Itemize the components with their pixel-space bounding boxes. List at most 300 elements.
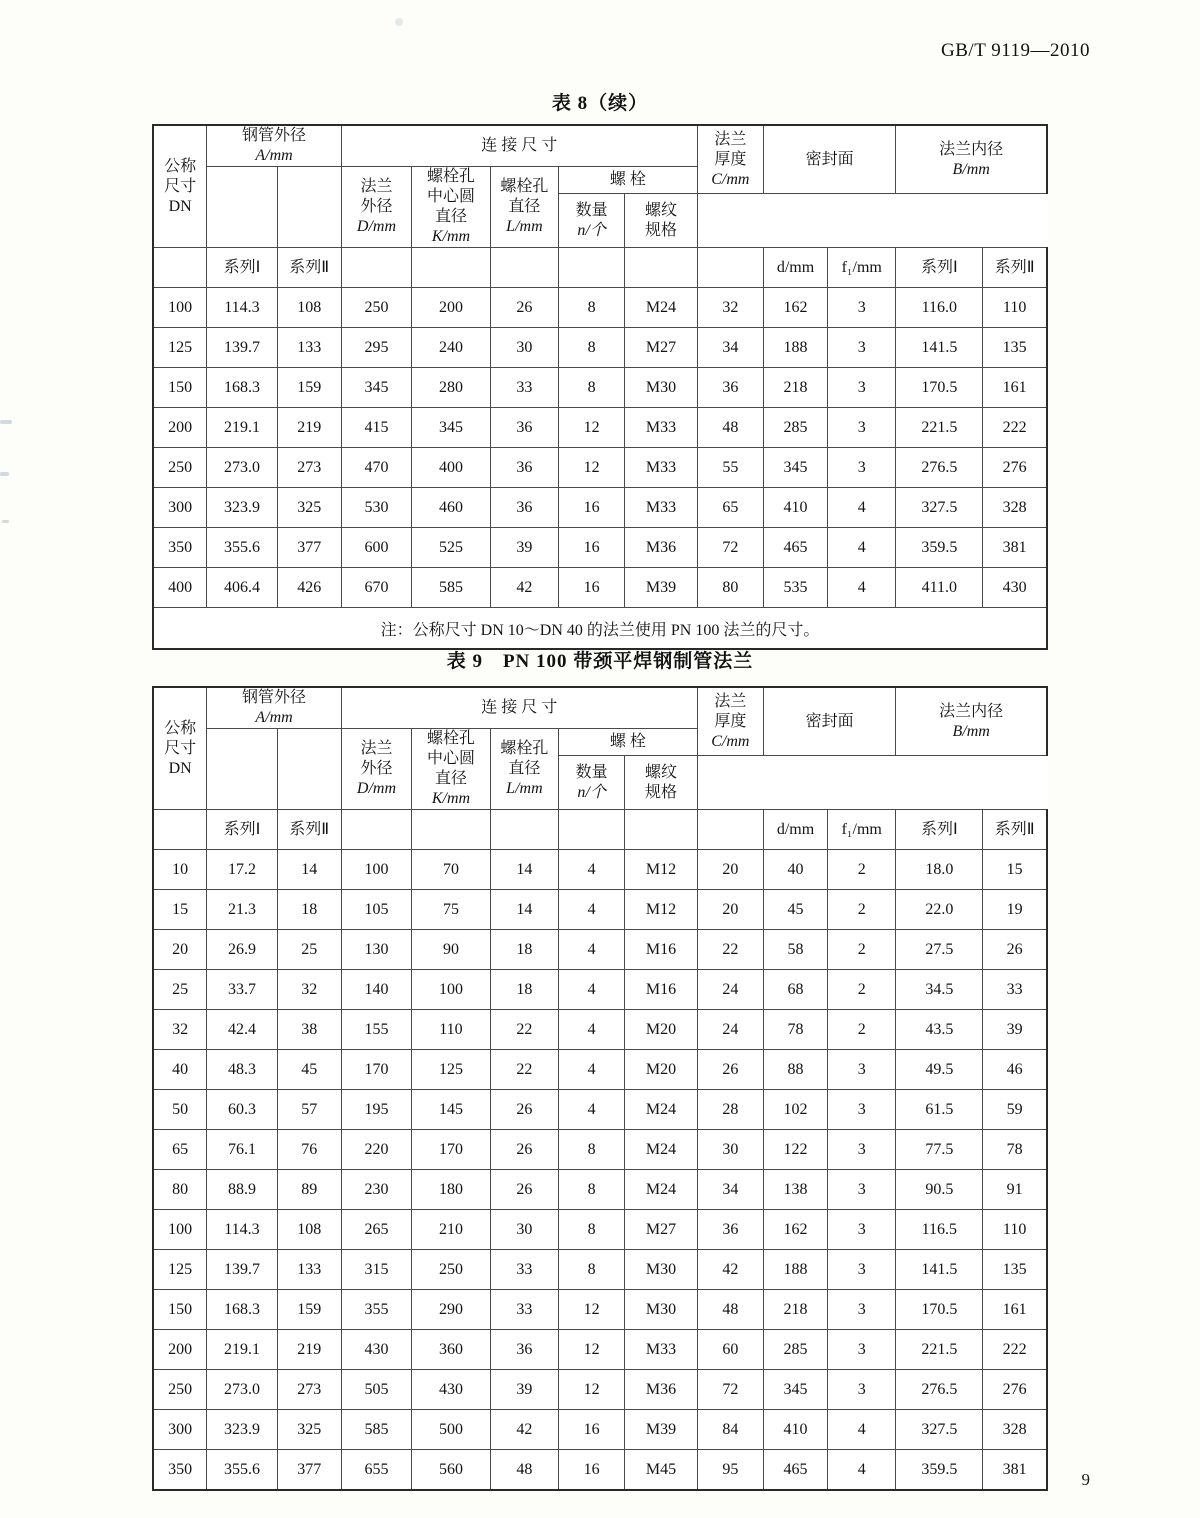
table-cell: 4	[828, 488, 896, 528]
table-cell: 60.3	[207, 1090, 277, 1130]
header-dn: 公称 尺寸 DN	[153, 125, 207, 248]
table-cell: 219	[277, 408, 341, 448]
header-thickness-unit	[697, 810, 763, 850]
header-flange-od-unit	[341, 810, 411, 850]
header-series2-a: 系列Ⅱ	[277, 810, 341, 850]
header-bolt-count: 数量 n/个	[559, 194, 625, 248]
table-cell: M12	[625, 890, 697, 930]
table-cell: 24	[697, 1010, 763, 1050]
table-cell: 68	[763, 970, 827, 1010]
table-cell: 170.5	[896, 368, 983, 408]
table-row	[153, 448, 1047, 488]
table-cell: 77.5	[896, 1130, 983, 1170]
table-cell: 8	[559, 1170, 625, 1210]
table-cell: 3	[828, 368, 896, 408]
table-cell: 95	[697, 1450, 763, 1491]
table-cell: 70	[412, 850, 491, 890]
table-cell: 22	[697, 930, 763, 970]
table-cell: 32	[697, 288, 763, 328]
table-cell: 3	[828, 1050, 896, 1090]
table-cell: 30	[490, 328, 558, 368]
table-row	[153, 1130, 1047, 1170]
table-cell: 15	[153, 890, 207, 930]
table-cell: M33	[625, 448, 697, 488]
header-bolt: 螺 栓	[559, 167, 698, 194]
table-cell: 33	[983, 970, 1047, 1010]
table-cell: 323.9	[207, 1410, 277, 1450]
table-cell: 500	[412, 1410, 491, 1450]
table-row	[153, 1210, 1047, 1250]
table-row	[153, 368, 1047, 408]
table-cell: 276	[983, 448, 1047, 488]
table-cell: 22.0	[896, 890, 983, 930]
table-cell: 141.5	[896, 328, 983, 368]
table-cell: 222	[983, 1330, 1047, 1370]
table-cell: 91	[983, 1170, 1047, 1210]
table-cell: 8	[559, 288, 625, 328]
table-cell: 2	[828, 1010, 896, 1050]
table-row	[153, 890, 1047, 930]
table-cell: 585	[412, 568, 491, 608]
table-cell: 400	[412, 448, 491, 488]
table-cell: 110	[983, 1210, 1047, 1250]
table-cell: 327.5	[896, 1410, 983, 1450]
header-pipe-od-series1	[207, 167, 277, 248]
header-bore: 法兰内径 B/mm	[896, 125, 1047, 194]
header-bolt-count-unit	[559, 248, 625, 288]
table-cell: 21.3	[207, 890, 277, 930]
table-cell: 34	[697, 1170, 763, 1210]
table-cell: 345	[763, 1370, 827, 1410]
header-bolt-hole-unit	[490, 248, 558, 288]
table-cell: M39	[625, 1410, 697, 1450]
table-cell: 26	[490, 1170, 558, 1210]
header-bolt-hole: 螺栓孔 直径 L/mm	[490, 729, 558, 810]
table-cell: 535	[763, 568, 827, 608]
table-cell: 12	[559, 1290, 625, 1330]
table-cell: M20	[625, 1050, 697, 1090]
table-cell: 150	[153, 368, 207, 408]
table-cell: 36	[490, 448, 558, 488]
header-series2-a: 系列Ⅱ	[277, 248, 341, 288]
table-cell: 78	[763, 1010, 827, 1050]
table-cell: 12	[559, 1370, 625, 1410]
table-cell: 50	[153, 1090, 207, 1130]
table-cell: 4	[559, 1010, 625, 1050]
table-cell: 410	[763, 488, 827, 528]
table-cell: 355	[341, 1290, 411, 1330]
table-cell: 22	[490, 1050, 558, 1090]
table-cell: 40	[153, 1050, 207, 1090]
table-cell: 222	[983, 408, 1047, 448]
table-cell: 16	[559, 488, 625, 528]
table-cell: 72	[697, 528, 763, 568]
table-cell: 65	[697, 488, 763, 528]
table-cell: 350	[153, 1450, 207, 1491]
table-cell: 168.3	[207, 368, 277, 408]
table-cell: 600	[341, 528, 411, 568]
table-cell: 139.7	[207, 1250, 277, 1290]
table-cell: 108	[277, 288, 341, 328]
table-cell: 38	[277, 1010, 341, 1050]
header-bolt-hole: 螺栓孔 直径 L/mm	[490, 167, 558, 248]
table-cell: 36	[697, 368, 763, 408]
table-cell: 80	[153, 1170, 207, 1210]
table-cell: 377	[277, 1450, 341, 1491]
table-cell: 170	[412, 1130, 491, 1170]
table-cell: 90	[412, 930, 491, 970]
table-cell: 76	[277, 1130, 341, 1170]
table-cell: 411.0	[896, 568, 983, 608]
table-cell: 162	[763, 288, 827, 328]
table-row	[153, 1170, 1047, 1210]
table-cell: 355.6	[207, 1450, 277, 1491]
table-cell: 100	[153, 288, 207, 328]
header-bolt-thread: 螺纹 规格	[625, 194, 697, 248]
table-cell: 125	[412, 1050, 491, 1090]
table-row	[153, 568, 1047, 608]
table-cell: 10	[153, 850, 207, 890]
table-cell: 14	[277, 850, 341, 890]
table-cell: M36	[625, 1370, 697, 1410]
table-cell: 65	[153, 1130, 207, 1170]
header-face-f1: f₁/mm	[828, 810, 896, 850]
table-cell: M30	[625, 1290, 697, 1330]
table-cell: 45	[763, 890, 827, 930]
table-cell: 276.5	[896, 448, 983, 488]
table-cell: 88	[763, 1050, 827, 1090]
table-cell: 59	[983, 1090, 1047, 1130]
table-cell: 3	[828, 1290, 896, 1330]
table-cell: 3	[828, 1210, 896, 1250]
table-cell: 39	[983, 1010, 1047, 1050]
table-cell: 34.5	[896, 970, 983, 1010]
table-cell: 48	[490, 1450, 558, 1491]
header-series1-a: 系列Ⅰ	[207, 810, 277, 850]
table-cell: 218	[763, 368, 827, 408]
table-row	[153, 528, 1047, 568]
table-cell: 4	[559, 850, 625, 890]
table-cell: M39	[625, 568, 697, 608]
table-cell: 426	[277, 568, 341, 608]
table-cell: 22	[490, 1010, 558, 1050]
table-cell: 2	[828, 890, 896, 930]
header-pipe-od-series2	[277, 729, 341, 810]
table-cell: 48.3	[207, 1050, 277, 1090]
table-cell: 273.0	[207, 448, 277, 488]
table-cell: 345	[412, 408, 491, 448]
header-thickness-unit	[697, 248, 763, 288]
header-bolt-thread: 螺纹 规格	[625, 756, 697, 810]
header-flange-od: 法兰 外径 D/mm	[341, 167, 411, 248]
table-cell: 12	[559, 408, 625, 448]
table-cell: 100	[412, 970, 491, 1010]
table-row	[153, 408, 1047, 448]
table-cell: 140	[341, 970, 411, 1010]
header-pipe-od-series2	[277, 167, 341, 248]
table-cell: 139.7	[207, 328, 277, 368]
header-face-d: d/mm	[763, 810, 827, 850]
table-cell: 130	[341, 930, 411, 970]
table-cell: M20	[625, 1010, 697, 1050]
table-cell: 26	[490, 1130, 558, 1170]
table8-body	[153, 288, 1047, 650]
table-row	[153, 1290, 1047, 1330]
header-connection: 连 接 尺 寸	[341, 687, 697, 729]
table-cell: 78	[983, 1130, 1047, 1170]
table8-header-row-1	[153, 125, 1047, 167]
table-row	[153, 1010, 1047, 1050]
table-cell: 145	[412, 1090, 491, 1130]
table-cell: 221.5	[896, 408, 983, 448]
table-cell: 180	[412, 1170, 491, 1210]
table-cell: 406.4	[207, 568, 277, 608]
table-cell: 39	[490, 528, 558, 568]
table-cell: M27	[625, 1210, 697, 1250]
table-cell: 159	[277, 1290, 341, 1330]
table-cell: 4	[559, 970, 625, 1010]
table-cell: 138	[763, 1170, 827, 1210]
table9-header-row-4	[153, 810, 1047, 850]
table-row	[153, 328, 1047, 368]
table-cell: 100	[341, 850, 411, 890]
table-cell: 3	[828, 448, 896, 488]
table-cell: 8	[559, 368, 625, 408]
table-cell: 46	[983, 1050, 1047, 1090]
table-cell: 355.6	[207, 528, 277, 568]
table-cell: 2	[828, 970, 896, 1010]
table-cell: M24	[625, 288, 697, 328]
table-cell: 72	[697, 1370, 763, 1410]
header-bolt-circle-unit	[412, 810, 491, 850]
header-pipe-od: 钢管外径 A/mm	[207, 125, 342, 167]
table-row	[153, 970, 1047, 1010]
table-cell: 18	[490, 970, 558, 1010]
header-series1-a: 系列Ⅰ	[207, 248, 277, 288]
table-cell: 220	[341, 1130, 411, 1170]
table-cell: 18.0	[896, 850, 983, 890]
table-cell: 42	[697, 1250, 763, 1290]
header-bore-series1: 系列Ⅰ	[896, 248, 983, 288]
table-cell: 40	[763, 850, 827, 890]
header-face-d: d/mm	[763, 248, 827, 288]
table-cell: 230	[341, 1170, 411, 1210]
table-cell: 290	[412, 1290, 491, 1330]
table-row	[153, 1050, 1047, 1090]
table-cell: 327.5	[896, 488, 983, 528]
table-cell: 60	[697, 1330, 763, 1370]
table-cell: 530	[341, 488, 411, 528]
table-row	[153, 488, 1047, 528]
table-cell: 168.3	[207, 1290, 277, 1330]
table-cell: 36	[697, 1210, 763, 1250]
table-cell: 61.5	[896, 1090, 983, 1130]
table-cell: 4	[828, 568, 896, 608]
table-9-flange-dimensions	[152, 686, 1048, 1491]
table-cell: 135	[983, 1250, 1047, 1290]
table-cell: 470	[341, 448, 411, 488]
table-cell: M24	[625, 1170, 697, 1210]
header-bolt-circle: 螺栓孔 中心圆 直径 K/mm	[412, 167, 491, 248]
table-cell: 90.5	[896, 1170, 983, 1210]
page-number: 9	[1081, 1470, 1090, 1489]
table-cell: 20	[697, 850, 763, 890]
table-cell: 276	[983, 1370, 1047, 1410]
table-cell: 161	[983, 1290, 1047, 1330]
table-cell: 300	[153, 1410, 207, 1450]
header-bolt-count-unit	[559, 810, 625, 850]
table-cell: 170.5	[896, 1290, 983, 1330]
table-cell: 100	[153, 1210, 207, 1250]
table-cell: 525	[412, 528, 491, 568]
table9-caption: 表 9 PN 100 带颈平焊钢制管法兰	[446, 651, 754, 672]
table-cell: 3	[828, 1090, 896, 1130]
table-cell: 24	[697, 970, 763, 1010]
table-cell: 4	[559, 1050, 625, 1090]
table-cell: 265	[341, 1210, 411, 1250]
table-cell: M16	[625, 970, 697, 1010]
table-cell: 33	[490, 1290, 558, 1330]
table-cell: M12	[625, 850, 697, 890]
table-cell: 36	[490, 408, 558, 448]
table-cell: 430	[341, 1330, 411, 1370]
table-cell: 3	[828, 1130, 896, 1170]
table-cell: 34	[697, 328, 763, 368]
header-bore-series2: 系列Ⅱ	[983, 248, 1047, 288]
table-cell: 3	[828, 1330, 896, 1370]
table-cell: 114.3	[207, 1210, 277, 1250]
table-cell: 33	[490, 1250, 558, 1290]
header-pipe-od: 钢管外径 A/mm	[207, 687, 342, 729]
table-cell: 159	[277, 368, 341, 408]
table-cell: 102	[763, 1090, 827, 1130]
table-cell: 3	[828, 1250, 896, 1290]
table-cell: 141.5	[896, 1250, 983, 1290]
table-cell: 16	[559, 528, 625, 568]
table-cell: M16	[625, 930, 697, 970]
table-cell: 8	[559, 328, 625, 368]
table-cell: 359.5	[896, 528, 983, 568]
table-cell: 670	[341, 568, 411, 608]
table-cell: 16	[559, 1450, 625, 1491]
table-cell: 12	[559, 1330, 625, 1370]
table-cell: 45	[277, 1050, 341, 1090]
table-cell: 32	[153, 1010, 207, 1050]
table-cell: 188	[763, 328, 827, 368]
table-cell: 2	[828, 850, 896, 890]
table-cell: 430	[412, 1370, 491, 1410]
table-cell: 218	[763, 1290, 827, 1330]
header-dn: 公称 尺寸 DN	[153, 687, 207, 810]
table-cell: 4	[828, 1450, 896, 1491]
table-cell: 17.2	[207, 850, 277, 890]
table-cell: 2	[828, 930, 896, 970]
table-cell: 39	[490, 1370, 558, 1410]
table-cell: M27	[625, 328, 697, 368]
table-cell: 28	[697, 1090, 763, 1130]
table-cell: 55	[697, 448, 763, 488]
table-cell: 42.4	[207, 1010, 277, 1050]
table-cell: 14	[490, 890, 558, 930]
header-flange-od-unit	[341, 248, 411, 288]
table-cell: 135	[983, 328, 1047, 368]
table-cell: 42	[490, 568, 558, 608]
table-cell: M45	[625, 1450, 697, 1491]
table-cell: 285	[763, 408, 827, 448]
header-connection: 连 接 尺 寸	[341, 125, 697, 167]
table-cell: 381	[983, 528, 1047, 568]
header-bore-series2: 系列Ⅱ	[983, 810, 1047, 850]
table-cell: 200	[153, 408, 207, 448]
table-cell: 14	[490, 850, 558, 890]
table-cell: 161	[983, 368, 1047, 408]
table-cell: M24	[625, 1090, 697, 1130]
table-cell: 210	[412, 1210, 491, 1250]
table-cell: 84	[697, 1410, 763, 1450]
table-cell: 323.9	[207, 488, 277, 528]
table-cell: M33	[625, 408, 697, 448]
table-cell: 75	[412, 890, 491, 930]
table-cell: 460	[412, 488, 491, 528]
header-face: 密封面	[763, 125, 895, 194]
table-cell: 273	[277, 448, 341, 488]
table-cell: 3	[828, 288, 896, 328]
table-cell: 280	[412, 368, 491, 408]
table-cell: 25	[153, 970, 207, 1010]
table-cell: 430	[983, 568, 1047, 608]
table-note: 注：公称尺寸 DN 10～DN 40 的法兰使用 PN 100 法兰的尺寸。	[153, 608, 1047, 650]
table-note-row	[153, 608, 1047, 650]
header-bolt-hole-unit	[490, 810, 558, 850]
table-cell: 16	[559, 1410, 625, 1450]
table-cell: 26	[490, 288, 558, 328]
table-cell: 200	[153, 1330, 207, 1370]
table-cell: 110	[412, 1010, 491, 1050]
table-cell: 76.1	[207, 1130, 277, 1170]
table-8-flange-dimensions	[152, 124, 1048, 650]
table-cell: 4	[559, 930, 625, 970]
table-cell: 125	[153, 328, 207, 368]
header-pipe-od-series1	[207, 729, 277, 810]
table-cell: M30	[625, 1250, 697, 1290]
table-cell: 300	[153, 488, 207, 528]
table-cell: 250	[153, 1370, 207, 1410]
table-cell: 58	[763, 930, 827, 970]
table-cell: 19	[983, 890, 1047, 930]
table-cell: 80	[697, 568, 763, 608]
table-cell: 116.0	[896, 288, 983, 328]
table-cell: 33	[490, 368, 558, 408]
header-face: 密封面	[763, 687, 895, 756]
table-cell: 4	[559, 1090, 625, 1130]
table-cell: 57	[277, 1090, 341, 1130]
table-cell: 221.5	[896, 1330, 983, 1370]
table-cell: 195	[341, 1090, 411, 1130]
table-cell: M30	[625, 368, 697, 408]
header-bolt-circle-unit	[412, 248, 491, 288]
table-cell: 12	[559, 448, 625, 488]
table-cell: 16	[559, 568, 625, 608]
table-row	[153, 1250, 1047, 1290]
table-cell: 4	[828, 1410, 896, 1450]
table-cell: M24	[625, 1130, 697, 1170]
table-cell: 33.7	[207, 970, 277, 1010]
table-cell: 150	[153, 1290, 207, 1330]
header-thickness: 法兰 厚度 C/mm	[697, 687, 763, 756]
table-cell: 20	[697, 890, 763, 930]
table-cell: 410	[763, 1410, 827, 1450]
table-cell: 325	[277, 1410, 341, 1450]
